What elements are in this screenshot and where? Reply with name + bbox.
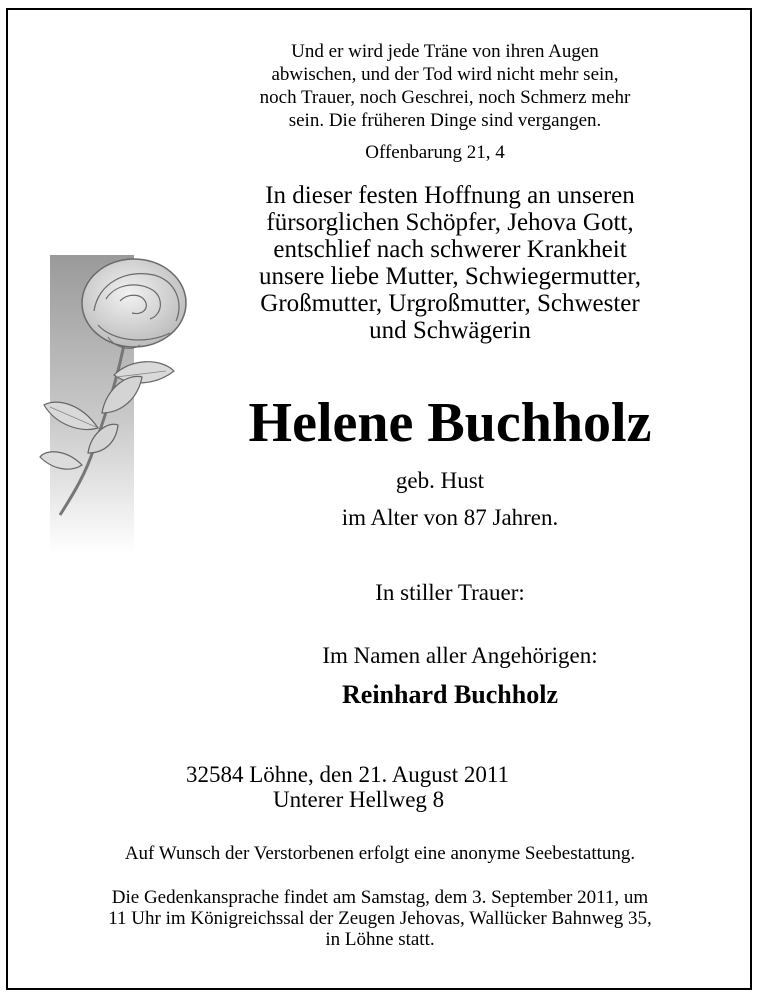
bible-verse — [200, 40, 690, 132]
intro-text — [200, 182, 700, 344]
verse-line: sein. Die früheren Dinge sind vergangen. — [288, 110, 602, 131]
intro-line: unsere liebe Mutter, Schwiegermutter, — [259, 263, 641, 290]
service-line: Die Gedenkansprache findet am Samstag, dem 3. September 2011, um — [111, 887, 649, 908]
street-address: Unterer Hellweg 8 — [273, 787, 445, 812]
on-behalf-line: Im Namen aller Angehörigen: — [322, 643, 598, 668]
service-line: 11 Uhr im Königreichssal der Zeugen Jehovas, Wallücker Bahnweg 35, — [108, 908, 652, 929]
signer-name: Reinhard Buchholz — [342, 680, 558, 709]
deceased-name: Helene Buchholz — [248, 392, 652, 454]
birth-name: geb. Hust — [395, 468, 485, 493]
mourning-heading: In stiller Trauer: — [375, 580, 525, 605]
intro-line: Großmutter, Urgroßmutter, Schwester — [260, 290, 640, 317]
intro-line: fürsorglichen Schöpfer, Jehova Gott, — [266, 209, 634, 236]
verse-line: Und er wird jede Träne von ihren Augen — [291, 41, 599, 62]
verse-line: abwischen, und der Tod wird nicht mehr sein, — [271, 64, 619, 85]
burial-note: Auf Wunsch der Verstorbenen erfolgt eine anonyme Seebestattung. — [124, 843, 636, 864]
intro-line: und Schwägerin — [369, 317, 531, 344]
intro-line: In dieser festen Hoffnung an unseren — [265, 182, 635, 209]
age-line: im Alter von 87 Jahren. — [341, 505, 559, 530]
verse-line: noch Trauer, noch Geschrei, noch Schmerz mehr — [259, 87, 631, 108]
intro-line: entschlief nach schwerer Krankheit — [273, 236, 627, 263]
verse-reference: Offenbarung 21, 4 — [365, 142, 505, 163]
service-line: in Löhne statt. — [325, 929, 435, 950]
place-date: 32584 Löhne, den 21. August 2011 — [186, 762, 510, 787]
service-note — [30, 887, 730, 950]
